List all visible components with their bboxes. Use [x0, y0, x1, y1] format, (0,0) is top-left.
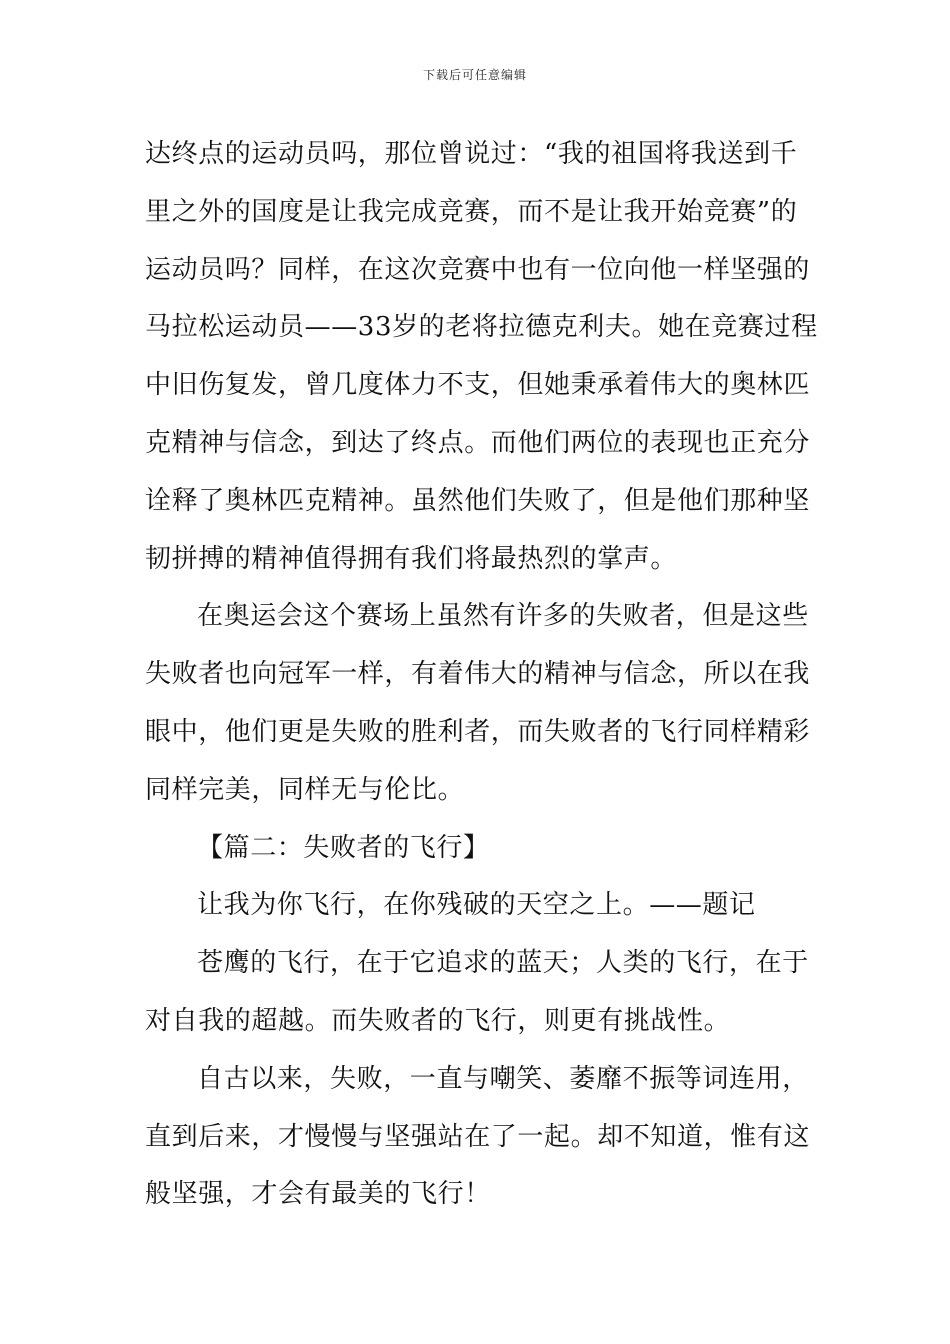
text-line: 【篇二：失败者的飞行】	[197, 832, 490, 863]
text-line: 直到后来，才慢慢与坚强站在了一起。却不知道，惟有这	[145, 1121, 811, 1152]
text-line: 对自我的超越。而失败者的飞行，则更有挑战性。	[145, 1005, 731, 1036]
text-line: 自古以来，失败，一直与嘲笑、萎靡不振等词连用，	[197, 1063, 809, 1094]
text-line: 同样完美，同样无与伦比。	[145, 774, 465, 805]
text-line: 克精神与信念，到达了终点。而他们两位的表现也正充分	[145, 427, 811, 458]
text-line: 苍鹰的飞行，在于它追求的蓝天；人类的飞行，在于	[197, 948, 809, 979]
text-line: 马拉松运动员——33岁的老将拉德克利夫。她在竞赛过程	[145, 312, 818, 343]
text-line: 诠释了奥林匹克精神。虽然他们失败了，但是他们那种坚	[145, 485, 811, 516]
text-line: 在奥运会这个赛场上虽然有许多的失败者，但是这些	[197, 601, 809, 632]
text-line: 失败者也向冠军一样，有着伟大的精神与信念，所以在我	[145, 659, 811, 690]
text-line: 韧拼搏的精神值得拥有我们将最热烈的掌声。	[145, 543, 678, 574]
text-line: 眼中，他们更是失败的胜利者，而失败者的飞行同样精彩	[145, 716, 811, 747]
text-line: 让我为你飞行，在你残破的天空之上。——题记	[197, 890, 756, 921]
text-line: 达终点的运动员吗，那位曾说过：“我的祖国将我送到千	[145, 139, 798, 169]
text-line: 中旧伤复发，曾几度体力不支，但她秉承着伟大的奥林匹	[145, 370, 811, 401]
text-line: 运动员吗？同样，在这次竞赛中也有一位向他一样坚强的	[145, 254, 811, 285]
document-body	[145, 126, 818, 1224]
text-line: 里之外的国度是让我完成竞赛，而不是让我开始竞赛”的	[145, 196, 798, 227]
text-line: 般坚强，才会有最美的飞行！	[145, 1179, 491, 1210]
page-header: 下载后可任意编辑	[422, 68, 527, 82]
